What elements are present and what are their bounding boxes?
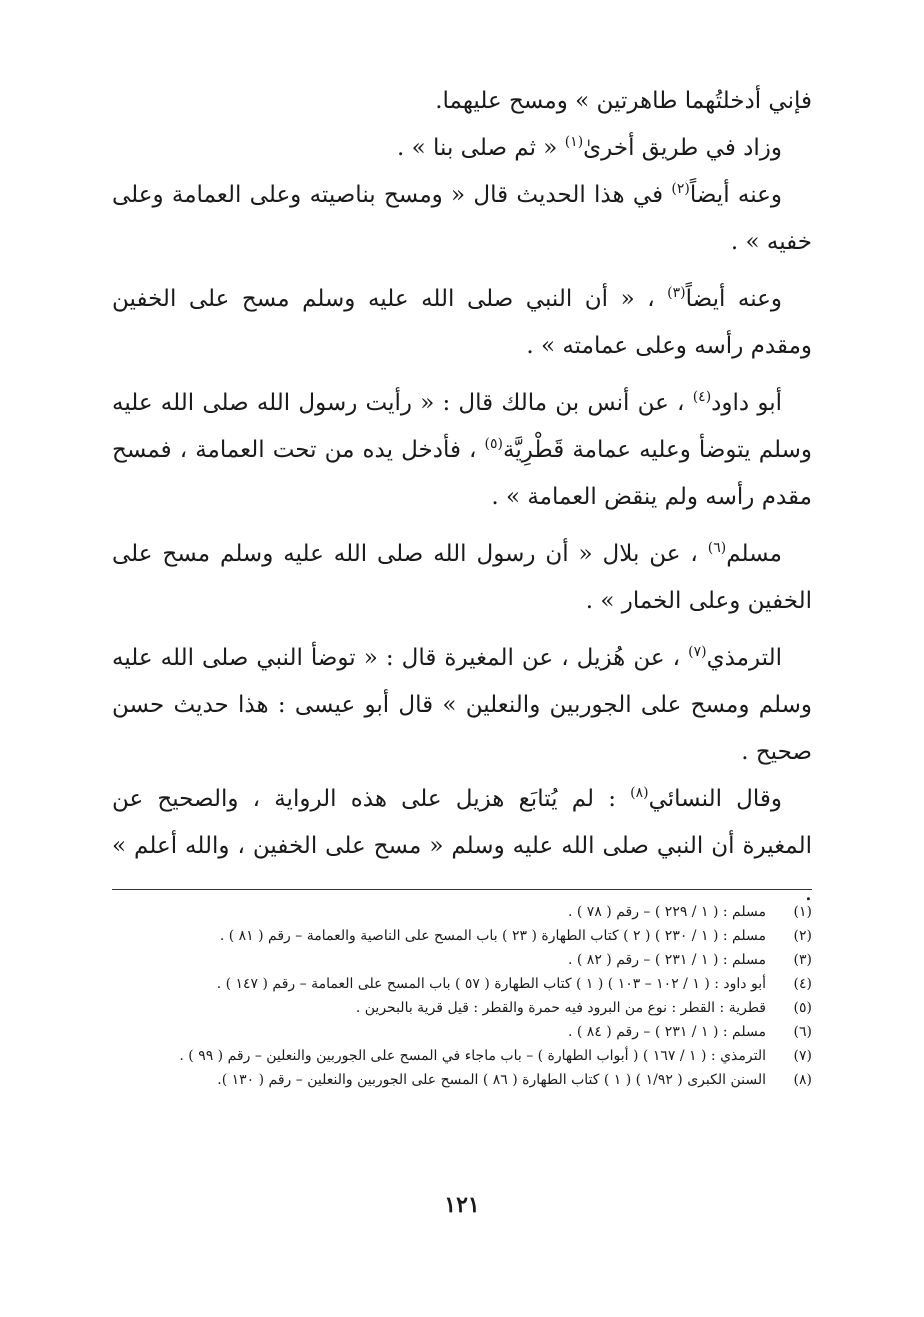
paragraph-text-tail: : لم يُتابَع هزيل على هذه الرواية ، والصحيح عن المغيرة أن النبي صلى الله عليه وسلم « مسح على الخفين ، والله أعلم » .	[112, 786, 812, 906]
footnote-number: (٧)	[793, 1048, 812, 1064]
paragraph-text: أبو داود	[711, 390, 783, 416]
paragraph-6	[112, 531, 812, 625]
paragraph-text: الترمذي	[706, 645, 782, 671]
paragraph-5	[112, 380, 812, 521]
paragraph-text: وعنه أيضاً	[685, 286, 782, 312]
paragraph-text-tail: ، عن هُزيل ، عن المغيرة قال : « توضأ النبي صلى الله عليه وسلم ومسح على الجوربين والنعلين » قال أبو عيسى : هذا حديث حسن صحيح .	[112, 645, 812, 765]
paragraph-1	[112, 78, 812, 125]
footnote-ref-8[interactable]: (٨)	[630, 785, 649, 801]
footnote-number: (٣)	[793, 952, 812, 968]
paragraph-text-tail-2: ، فأدخل يده من تحت العمامة ، فمسح مقدم رأسه ولم ينقض العمامة » .	[112, 437, 812, 510]
footnote-ref-7[interactable]: (٧)	[688, 644, 707, 660]
footnotes	[112, 900, 812, 1092]
paragraph-text-tail: ، « أن النبي صلى الله عليه وسلم مسح على الخفين ومقدم رأسه وعلى عمامته » .	[112, 286, 812, 359]
footnote-divider	[112, 889, 812, 890]
paragraph-text: وقال النسائي	[648, 786, 782, 812]
footnote-ref-5[interactable]: (٥)	[484, 436, 503, 452]
footnote-text: الترمذي : ( ١ / ١٦٧ ) ( أبواب الطهارة ) – باب ماجاء في المسح على الجوربين والنعلين – رقم ( ٩٩ ) .	[179, 1048, 766, 1064]
paragraph-4	[112, 276, 812, 370]
footnote-number: (٢)	[793, 928, 812, 944]
footnote-text: السنن الكبرى ( ١/٩٢ ) ( ١ ) كتاب الطهارة ( ٨٦ ) المسح على الجوربين والنعلين – رقم ( ١٣٠ ).	[217, 1072, 766, 1088]
footnote-number: (٨)	[793, 1072, 812, 1088]
footnote-7	[112, 1044, 812, 1068]
footnote-ref-3[interactable]: (٣)	[667, 285, 686, 301]
footnote-number: (٥)	[793, 1000, 812, 1016]
main-text	[112, 78, 812, 917]
paragraph-8	[112, 776, 812, 917]
footnote-2	[112, 924, 812, 948]
footnote-number: (١)	[793, 904, 812, 920]
paragraph-text: وعنه أيضاً	[689, 182, 782, 208]
footnote-ref-2[interactable]: (٢)	[671, 181, 690, 197]
footnote-text: مسلم : ( ١ / ٢٢٩ ) – رقم ( ٧٨ ) .	[567, 904, 766, 920]
paragraph-7	[112, 635, 812, 776]
footnote-8	[112, 1068, 812, 1092]
paragraph-text-tail: « ثم صلى بنا » .	[397, 135, 565, 161]
footnote-text: مسلم : ( ١ / ٢٣١ ) – رقم ( ٨٤ ) .	[567, 1024, 766, 1040]
footnote-text: مسلم : ( ١ / ٢٣١ ) – رقم ( ٨٢ ) .	[567, 952, 766, 968]
footnote-text: مسلم : ( ١ / ٢٣٠ ) ( ٢ ) كتاب الطهارة ( ٢٣ ) باب المسح على الناصية والعمامة – رقم ( ٨١ ) .	[219, 928, 766, 944]
paragraph-text-tail: ، عن أنس بن مالك قال : « رأيت رسول الله صلى الله عليه وسلم يتوضأ وعليه عمامة قَطْرِيَّة	[112, 390, 812, 463]
paragraph-text: فإني أدخلتُهما طاهرتين » ومسح عليهما.	[435, 88, 812, 114]
footnote-number: (٦)	[793, 1024, 812, 1040]
footnote-5	[112, 996, 812, 1020]
footnote-1	[112, 900, 812, 924]
paragraph-text: وزاد في طريق أخرىٰ	[583, 135, 782, 161]
paragraph-text-tail: في هذا الحديث قال « ومسح بناصيته وعلى العمامة وعلى خفيه » .	[112, 182, 812, 255]
footnote-ref-6[interactable]: (٦)	[707, 540, 727, 556]
footnote-text: قطرية : القطر : نوع من البرود فيه حمرة والقطر : قيل قرية بالبحرين .	[355, 1000, 766, 1016]
footnote-6	[112, 1020, 812, 1044]
footnote-text: أبو داود : ( ١ / ١٠٢ – ١٠٣ ) ( ١ ) كتاب الطهارة ( ٥٧ ) باب المسح على العمامة – رقم ( ١٤٧ ) .	[216, 976, 766, 992]
footnote-number: (٤)	[793, 976, 812, 992]
footnote-3	[112, 948, 812, 972]
footnote-ref-4[interactable]: (٤)	[692, 389, 712, 405]
paragraph-2	[112, 125, 812, 172]
page-number: ١٢١	[444, 1192, 480, 1218]
paragraph-3	[112, 172, 812, 266]
paragraph-text: مسلم	[726, 541, 782, 567]
footnote-4	[112, 972, 812, 996]
footnote-ref-1[interactable]: (١)	[564, 134, 584, 150]
paragraph-text-tail: ، عن بلال « أن رسول الله صلى الله عليه وسلم مسح على الخفين وعلى الخمار » .	[112, 541, 812, 614]
